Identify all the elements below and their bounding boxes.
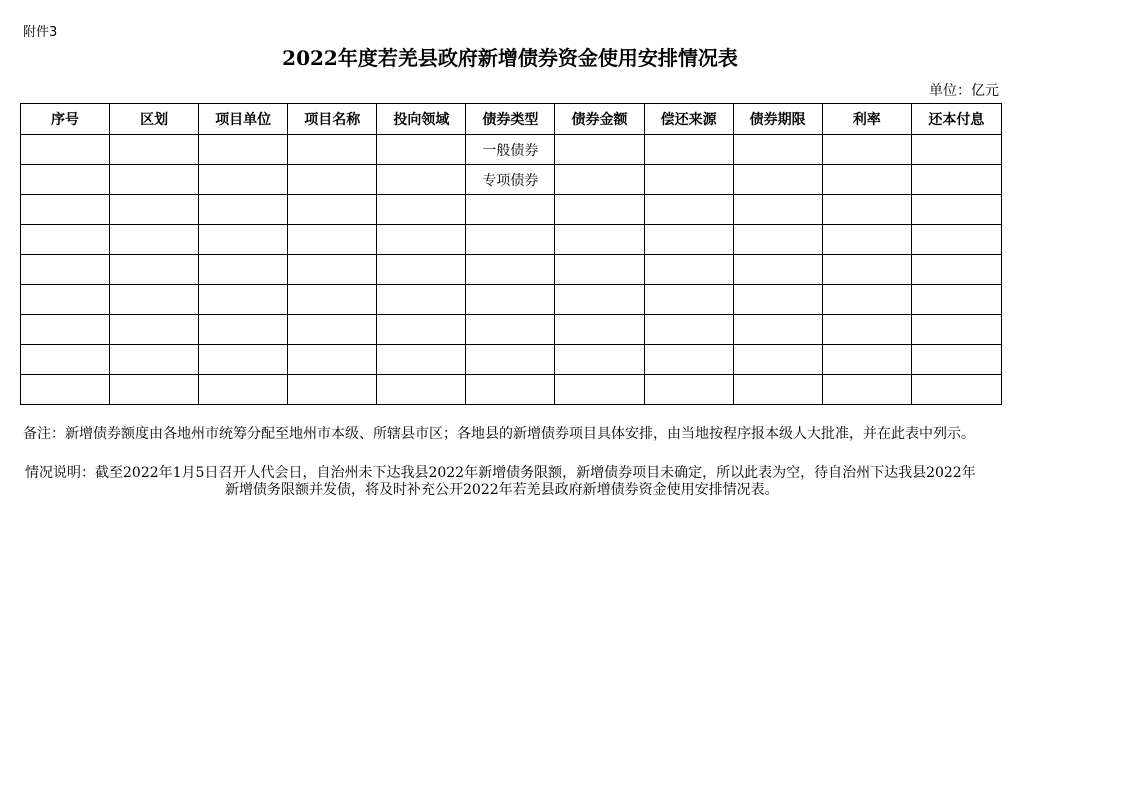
footnote-remark: 备注：新增债券额度由各地州市统筹分配至地州市本级、所辖县市区；各地县的新增债券项目具体安排，由当地按程序报本级人大批准，并在此表中列示。 [23,426,975,442]
column-header: 债券金额 [555,104,644,135]
table-cell [21,165,110,195]
table-cell [288,375,377,405]
table-cell [21,285,110,315]
table-cell [822,135,911,165]
table-cell [733,345,822,375]
table-cell [911,135,1001,165]
table-cell [733,195,822,225]
table-cell [110,225,199,255]
explanation-line-2: 新增债务限额并发债，将及时补充公开2022年若羌县政府新增债券资金使用安排情况表。 [225,482,779,498]
table-cell [288,315,377,345]
table-cell [466,225,555,255]
table-cell [911,285,1001,315]
table-cell [644,315,733,345]
table-cell [911,255,1001,285]
table-cell [555,135,644,165]
table-cell [199,165,288,195]
column-header: 项目单位 [199,104,288,135]
table-cell [288,285,377,315]
table-cell [199,285,288,315]
table-cell [822,375,911,405]
table-cell [21,255,110,285]
column-header: 债券类型 [466,104,555,135]
table-cell [466,345,555,375]
table-cell [21,135,110,165]
status-explanation [25,465,1005,499]
table-cell [644,345,733,375]
header-row [21,104,1002,135]
table-row [21,375,1002,405]
table-cell [377,135,466,165]
table-cell [555,345,644,375]
table-cell [199,345,288,375]
table-cell [110,165,199,195]
table-cell [733,315,822,345]
table-cell [377,375,466,405]
table-cell [288,165,377,195]
table-cell [21,315,110,345]
table-cell: 专项债券 [466,165,555,195]
table-cell [199,225,288,255]
table-cell [644,255,733,285]
table-cell [822,285,911,315]
table-cell [110,315,199,345]
table-cell [377,345,466,375]
table-cell [288,225,377,255]
table-cell [822,195,911,225]
table-cell [911,315,1001,345]
table-cell [911,195,1001,225]
table-row [21,315,1002,345]
table-cell [466,285,555,315]
table-cell [644,165,733,195]
column-header: 序号 [21,104,110,135]
table-cell [733,255,822,285]
column-header: 项目名称 [288,104,377,135]
table-row [21,345,1002,375]
table-cell [377,315,466,345]
column-header: 债券期限 [733,104,822,135]
table-cell [466,195,555,225]
table-cell [110,135,199,165]
table-cell [555,225,644,255]
column-header: 还本付息 [911,104,1001,135]
table-cell [288,345,377,375]
table-cell [199,135,288,165]
table-cell [110,255,199,285]
table-cell [733,375,822,405]
table-cell [733,285,822,315]
table-cell [377,195,466,225]
page-title: 2022年度若羌县政府新增债券资金使用安排情况表 [282,46,738,70]
column-header: 区划 [110,104,199,135]
debt-allocation-table [20,103,1002,405]
table-row [21,135,1002,165]
table-cell [733,165,822,195]
table-cell [21,225,110,255]
table-row [21,255,1002,285]
table-cell [110,345,199,375]
table-cell [288,255,377,285]
table-cell [911,345,1001,375]
table-cell [288,195,377,225]
table-cell [555,195,644,225]
table-cell [377,165,466,195]
table-cell [21,375,110,405]
table-cell [199,315,288,345]
table-cell: 一般债券 [466,135,555,165]
table-cell [110,375,199,405]
table-cell [466,375,555,405]
table-cell [21,345,110,375]
table-cell [911,165,1001,195]
table-cell [377,255,466,285]
table-cell [822,255,911,285]
table-body [21,135,1002,405]
table-row [21,165,1002,195]
table-cell [21,195,110,225]
column-header: 偿还来源 [644,104,733,135]
table-cell [822,345,911,375]
table-cell [644,195,733,225]
table-cell [466,255,555,285]
table-cell [377,285,466,315]
attachment-label: 附件3 [23,25,58,40]
table-cell [555,375,644,405]
table-row [21,225,1002,255]
table-cell [555,285,644,315]
unit-label: 单位：亿元 [929,83,999,99]
table-cell [733,135,822,165]
column-header: 利率 [822,104,911,135]
table-row [21,285,1002,315]
table-cell [644,225,733,255]
table-cell [644,285,733,315]
table-cell [822,315,911,345]
table-cell [110,285,199,315]
table-cell [555,255,644,285]
table-cell [199,195,288,225]
column-header: 投向领域 [377,104,466,135]
table-cell [199,375,288,405]
table-cell [110,195,199,225]
table-cell [555,165,644,195]
table-cell [466,315,555,345]
table-cell [288,135,377,165]
explanation-line-1: 情况说明：截至2022年1月5日召开人代会日，自治州未下达我县2022年新增债务限额，新增债券项目未确定，所以此表为空，待自治州下达我县2022年 [25,465,976,481]
table-cell [377,225,466,255]
table-cell [911,375,1001,405]
table-cell [555,315,644,345]
table-cell [733,225,822,255]
table-cell [644,135,733,165]
table-cell [644,375,733,405]
table-cell [911,225,1001,255]
table-cell [822,165,911,195]
table-row [21,195,1002,225]
table-cell [822,225,911,255]
table-cell [199,255,288,285]
table-header [21,104,1002,135]
